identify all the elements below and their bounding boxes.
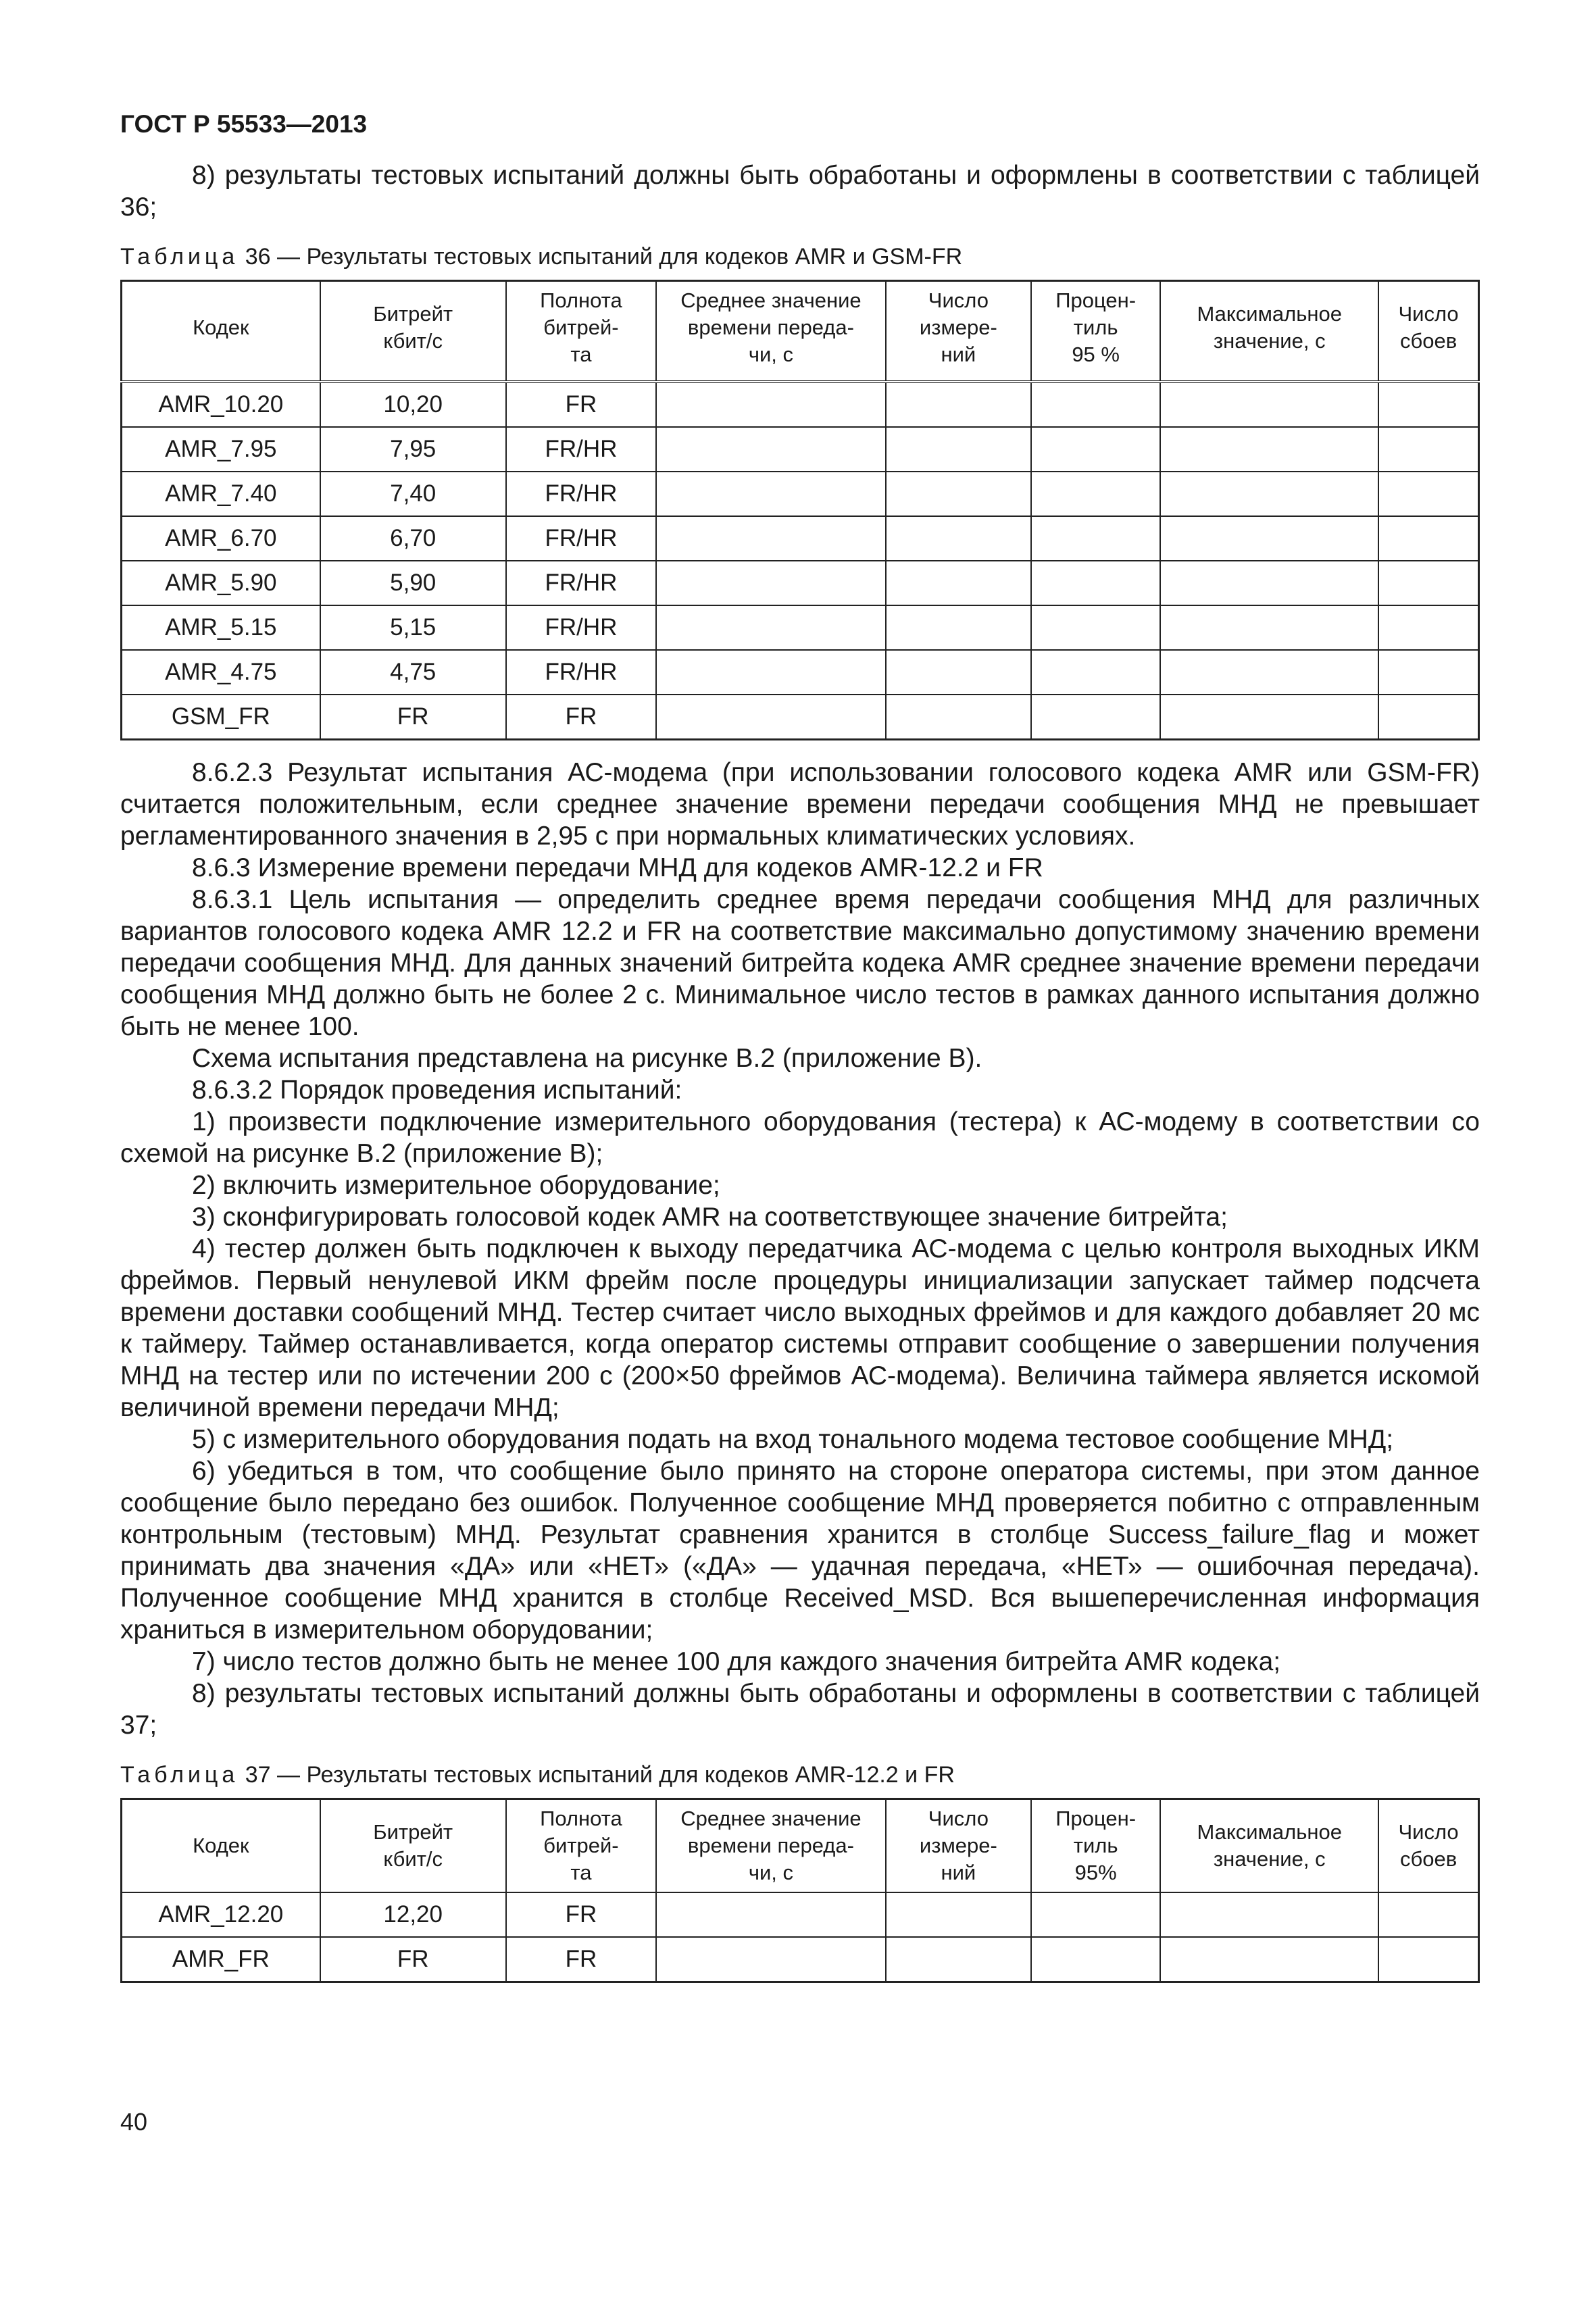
standard-header: ГОСТ Р 55533—2013 [120,110,368,138]
table36-caption [120,242,1480,272]
table-cell: AMR_5.90 [122,561,320,605]
intro-paragraph: 8) результаты тестовых испытаний должны быть обработаны и оформлены в соответствии с таблицей 36; [120,161,1480,222]
table-cell [1031,695,1160,740]
table-cell: 5,15 [320,605,506,650]
col-header: Полнота битрей- та [506,281,656,374]
list-item: 1) произвести подключение измерительного оборудования (тестера) к АС-модему в соответствии со схемой на рисунке В.2 (приложение В); [120,1107,1480,1168]
col-header: Число сбоев [1378,281,1478,374]
list-item: 2) включить измерительное оборудование; [192,1171,720,1200]
table-cell [1031,1937,1160,1982]
table-cell: AMR_10.20 [122,382,320,427]
table-cell [1378,561,1478,605]
table-cell: AMR_7.40 [122,472,320,516]
table-cell [656,1937,886,1982]
table-cell: FR/HR [506,650,656,695]
table-cell [1378,472,1478,516]
table36-header-row [122,281,1479,374]
col-header: Среднее значение времени переда- чи, с [656,281,886,374]
page-number: 40 [120,2108,148,2136]
table-cell [1031,472,1160,516]
table-cell [886,472,1031,516]
table-cell [886,1937,1031,1982]
table-row [122,427,1479,472]
table-cell [1160,427,1378,472]
table-cell [1378,605,1478,650]
col-header: Битрейт кбит/с [320,281,506,374]
table-cell [1031,1892,1160,1937]
table37-caption-label: Таблица [120,1762,239,1788]
table-cell: 10,20 [320,382,506,427]
table-row [122,650,1479,695]
table-cell [1031,427,1160,472]
col-header: Число сбоев [1378,1799,1478,1893]
table-cell [1378,1892,1478,1937]
table-cell [886,516,1031,561]
table-row [122,695,1479,740]
table-cell [886,427,1031,472]
table36-caption-text: 36 — Результаты тестовых испытаний для кодеков AMR и GSM-FR [245,244,963,270]
table-cell: FR/HR [506,472,656,516]
table-cell [656,382,886,427]
table-cell: AMR_4.75 [122,650,320,695]
list-item: 4) тестер должен быть подключен к выходу передатчика АС-модема с целью контроля выходных ИКМ фреймов. Первый ненулевой ИКМ фрейм после процедуры инициализации запускает таймер подсчета времени доставки сообщений МНД. Тестер считает число выходных фреймов и для каждого добавляет 20 мс к таймеру. Таймер останавливается, когда оператор системы отправит сообщение о завершении получения МНД на тестер или по истечении 200 с (200×50 фреймов АС-модема). Величина таймера является искомой величиной времени передачи МНД; [120,1234,1480,1422]
table-cell [656,516,886,561]
table-row [122,561,1479,605]
table-37 [120,1798,1480,1983]
table-cell: FR [506,1892,656,1937]
table-cell [886,382,1031,427]
table-cell: 7,40 [320,472,506,516]
col-header: Кодек [122,281,320,374]
table-cell [1378,1937,1478,1982]
table-cell: AMR_5.15 [122,605,320,650]
col-header: Число измере- ний [886,281,1031,374]
table-cell: 4,75 [320,650,506,695]
table-cell: AMR_12.20 [122,1892,320,1937]
table-row [122,382,1479,427]
table-cell [656,472,886,516]
table-cell: 12,20 [320,1892,506,1937]
list-item: 3) сконфигурировать голосовой кодек AMR на соответствующее значение битрейта; [192,1203,1228,1232]
table-cell: FR/HR [506,427,656,472]
table-cell [886,1892,1031,1937]
list-item: 8) результаты тестовых испытаний должны быть обработаны и оформлены в соответствии с таблицей 37; [120,1679,1480,1740]
table-cell [886,605,1031,650]
table-cell [1160,561,1378,605]
table-cell [1378,427,1478,472]
list-item: 7) число тестов должно быть не менее 100 для каждого значения битрейта AMR кодека; [192,1647,1281,1676]
table-cell [656,695,886,740]
table-cell [1031,650,1160,695]
col-header: Максимальное значение, с [1160,281,1378,374]
table-cell [886,561,1031,605]
table-cell [1160,472,1378,516]
table-cell [656,427,886,472]
table-cell [1378,516,1478,561]
section-heading: 8.6.3 Измерение времени передачи МНД для кодеков AMR-12.2 и FR [192,853,1043,882]
list-item: 5) с измерительного оборудования подать на вход тонального модема тестовое сообщение МНД; [192,1425,1394,1454]
table37-caption-text: 37 — Результаты тестовых испытаний для кодеков AMR-12.2 и FR [245,1762,955,1788]
col-header: Максимальное значение, с [1160,1799,1378,1893]
table-cell [886,650,1031,695]
document-page [120,108,1480,1999]
col-header: Среднее значение времени переда- чи, с [656,1799,886,1893]
table37-header-row [122,1799,1479,1893]
table-row [122,1892,1479,1937]
table36-caption-label: Таблица [120,244,239,270]
table-cell: FR [320,695,506,740]
table-cell [1378,695,1478,740]
table-cell [1031,382,1160,427]
table-cell [1031,605,1160,650]
header-gap [122,374,1479,382]
table-row [122,605,1479,650]
table-cell [1160,1892,1378,1937]
table-cell: FR [320,1937,506,1982]
table-cell [1160,382,1378,427]
col-header: Кодек [122,1799,320,1893]
col-header: Процен- тиль 95 % [1031,281,1160,374]
table-row [122,1937,1479,1982]
col-header: Битрейт кбит/с [320,1799,506,1893]
table-36 [120,280,1480,740]
table-cell: FR/HR [506,516,656,561]
table-cell: AMR_7.95 [122,427,320,472]
table-cell: 5,90 [320,561,506,605]
col-header: Число измере- ний [886,1799,1031,1893]
list-item: 6) убедиться в том, что сообщение было принято на стороне оператора системы, при этом данное сообщение было передано без ошибок. Полученное сообщение МНД проверяется побитно с отправленным контрольным (тестовым) МНД. Результат сравнения хранится в столбце Success_failure_flag и может принимать два значения «ДА» или «НЕТ» («ДА» — удачная передача, «НЕТ» — ошибочная передача). Полученное сообщение МНД хранится в столбце Received_MSD. Вся вышеперечисленная информация храниться в измерительном оборудовании; [120,1457,1480,1644]
table-cell [1031,516,1160,561]
table-cell [1378,382,1478,427]
table-cell: AMR_FR [122,1937,320,1982]
table-cell [1160,1937,1378,1982]
table-cell [1378,650,1478,695]
table-row [122,472,1479,516]
body-paragraph: 8.6.2.3 Результат испытания АС-модема (при использовании голосового кодека AMR или GSM-FR) считается положительным, если среднее значение времени передачи сообщения МНД не превышает регламентированного значения в 2,95 с при нормальных климатических условиях. [120,758,1480,851]
table-cell [1160,695,1378,740]
table-cell [656,605,886,650]
col-header: Полнота битрей- та [506,1799,656,1893]
table-cell: FR [506,1937,656,1982]
table-cell [1160,605,1378,650]
table-cell [656,650,886,695]
table-cell: FR [506,695,656,740]
body-paragraph: 8.6.3.1 Цель испытания — определить среднее время передачи сообщения МНД для различных вариантов голосового кодека AMR 12.2 и FR на соответствие максимально допустимому значению времени передачи сообщения МНД. Для данных значений битрейта кодека AMR среднее значение времени передачи сообщения МНД должно быть не более 2 с. Минимальное число тестов в рамках данного испытания должно быть не менее 100. [120,885,1480,1041]
table-cell: 7,95 [320,427,506,472]
body-paragraph: Схема испытания представлена на рисунке В.2 (приложение В). [192,1044,982,1073]
table-cell [656,1892,886,1937]
table-cell [886,695,1031,740]
table37-caption [120,1760,1480,1790]
table-cell [1031,561,1160,605]
table-cell: GSM_FR [122,695,320,740]
body-paragraph: 8.6.3.2 Порядок проведения испытаний: [192,1076,682,1105]
table-cell [656,561,886,605]
table-cell: 6,70 [320,516,506,561]
table-cell: AMR_6.70 [122,516,320,561]
table-cell: FR/HR [506,561,656,605]
col-header: Процен- тиль 95% [1031,1799,1160,1893]
table-row [122,516,1479,561]
table-cell: FR/HR [506,605,656,650]
table-cell [1160,516,1378,561]
table-cell [1160,650,1378,695]
table-cell: FR [506,382,656,427]
